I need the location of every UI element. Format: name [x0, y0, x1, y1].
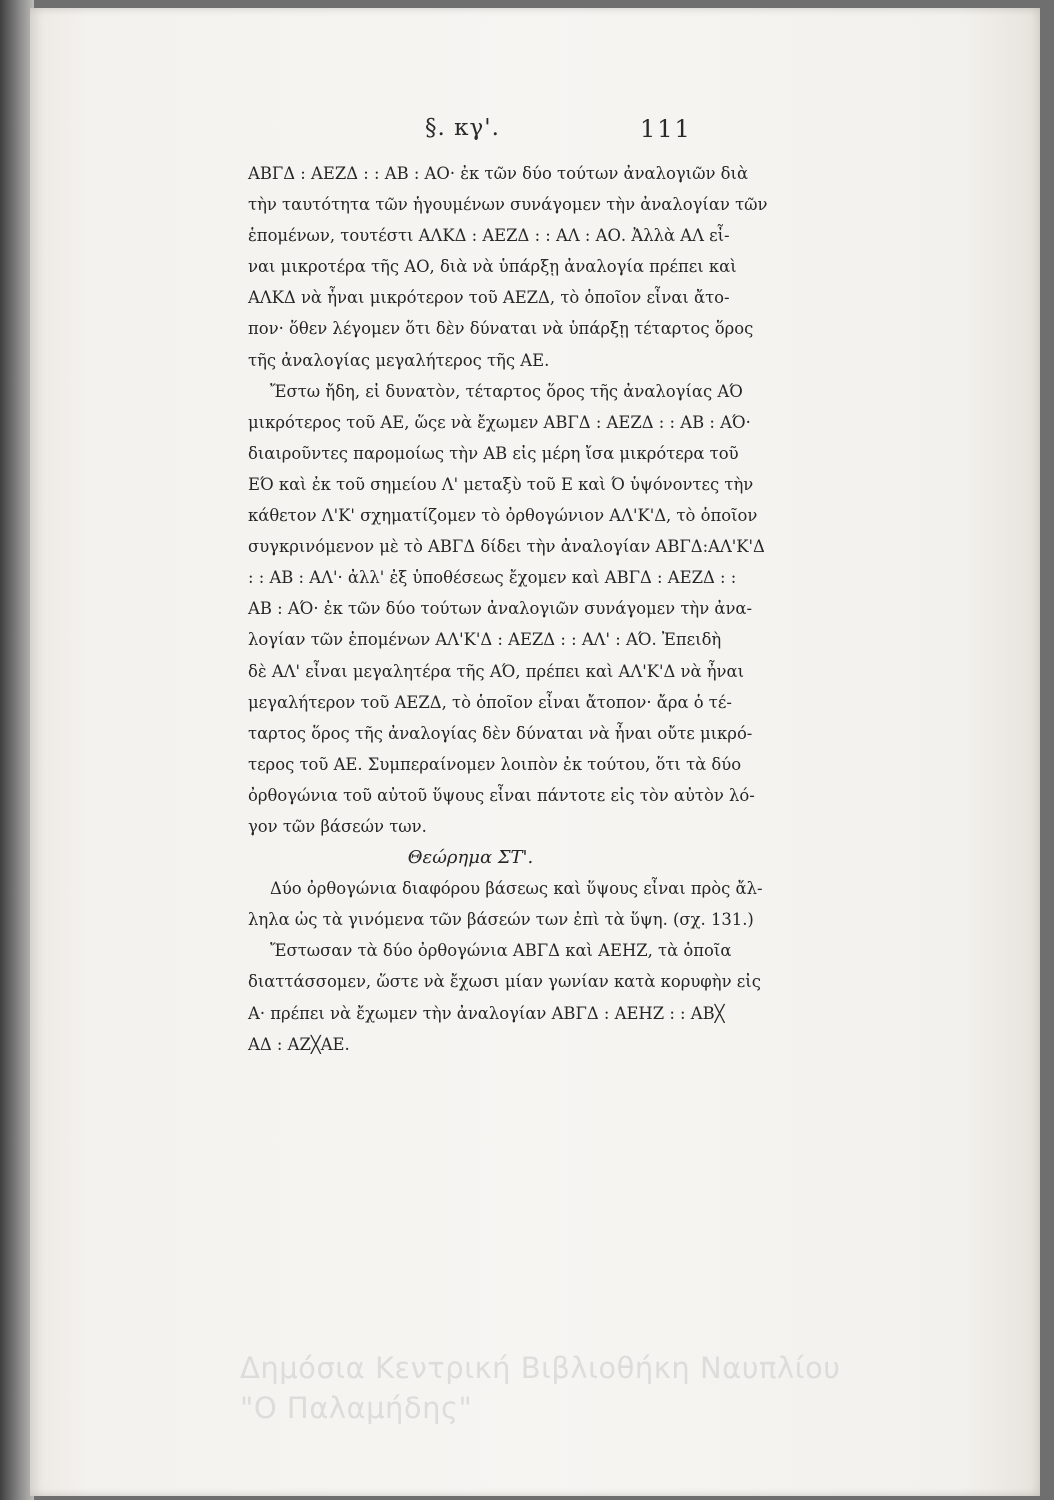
- text-line: κάθετον Λ'Κ' σχηματίζομεν τὸ ὀρθογώνιον ΑΛ'Κ'Δ, τὸ ὁποῖον: [248, 506, 758, 526]
- text-line: ναι μικροτέρα τῆς ΑΟ, διὰ νὰ ὑπάρξῃ ἀναλογία πρέπει καὶ: [248, 257, 737, 277]
- text-line: ὀρθογώνια τοῦ αὐτοῦ ὕψους εἶναι πάντοτε εἰς τὸν αὐτὸν λό-: [248, 785, 755, 805]
- running-head: [0, 115, 1054, 155]
- text-line: τῆς ἀναλογίας μεγαλήτερος τῆς ΑΕ.: [248, 350, 550, 370]
- text-line: διαττάσσομεν, ὥστε νὰ ἔχωσι μίαν γωνίαν κατὰ κορυφὴν εἰς: [248, 972, 761, 992]
- text-line: τὴν ταυτότητα τῶν ἡγουμένων συνάγομεν τὴν ἀναλογίαν τῶν: [248, 195, 768, 215]
- body-text: [248, 158, 768, 1060]
- text-line: ληλα ὡς τὰ γινόμενα τῶν βάσεών των ἐπὶ τὰ ὕψη. (σχ. 131.): [248, 910, 754, 930]
- text-line: Ἔστω ἤδη, εἰ δυνατὸν, τέταρτος ὅρος τῆς ἀναλογίας ΑΌ: [270, 381, 743, 401]
- watermark-line: Δημόσια Κεντρική Βιβλιοθήκη Ναυπλίου: [240, 1351, 841, 1385]
- text-line: μεγαλήτερον τοῦ ΑΕΖΔ, τὸ ὁποῖον εἶναι ἄτοπον· ἄρα ὁ τέ-: [248, 692, 732, 712]
- text-line: διαιροῦντες παρομοίως τὴν ΑΒ εἰς μέρη ἴσα μικρότερα τοῦ: [248, 443, 739, 463]
- text-line: ταρτος ὅρος τῆς ἀναλογίας δὲν δύναται νὰ ἦναι οὔτε μικρό-: [248, 723, 753, 743]
- text-line: ΑΒ : ΑΌ· ἐκ τῶν δύο τούτων ἀναλογιῶν συνάγομεν τὴν ἀνα-: [248, 599, 753, 619]
- text-line: ἑπομένων, τουτέστι ΑΛΚΔ : ΑΕΖΔ : : ΑΛ : ΑΟ. Ἀλλὰ ΑΛ εἶ-: [248, 226, 730, 246]
- text-line: ΑΒΓΔ : ΑΕΖΔ : : ΑΒ : ΑΟ· ἐκ τῶν δύο τούτων ἀναλογιῶν διὰ: [248, 164, 749, 183]
- text-line: συγκρινόμενον μὲ τὸ ΑΒΓΔ δίδει τὴν ἀναλογίαν ΑΒΓΔ:ΑΛ'Κ'Δ: [248, 537, 765, 557]
- text-line: ΑΛΚΔ νὰ ἦναι μικρότερον τοῦ ΑΕΖΔ, τὸ ὁποῖον εἶναι ἄτο-: [248, 288, 730, 308]
- section-mark: §. κγ'.: [425, 115, 500, 141]
- text-line: Δύο ὀρθογώνια διαφόρου βάσεως καὶ ὕψους εἶναι πρὸς ἄλ-: [270, 879, 763, 899]
- text-line: λογίαν τῶν ἑπομένων ΑΛ'Κ'Δ : ΑΕΖΔ : : ΑΛ' : ΑΌ. Ἐπειδὴ: [248, 630, 722, 650]
- text-line: δὲ ΑΛ' εἶναι μεγαλητέρα τῆς ΑΌ, πρέπει καὶ ΑΛ'Κ'Δ νὰ ἦναι: [248, 661, 745, 681]
- text-line: Ἔστωσαν τὰ δύο ὀρθογώνια ΑΒΓΔ καὶ ΑΕΗΖ, τὰ ὁποῖα: [270, 941, 732, 961]
- text-line: ΑΔ : ΑΖ╳ΑΕ.: [248, 1034, 350, 1054]
- page-number: 111: [640, 115, 692, 143]
- text-line: Α· πρέπει νὰ ἔχωμεν τὴν ἀναλογίαν ΑΒΓΔ : ΑΕΗΖ : : ΑΒ╳: [248, 1003, 725, 1023]
- text-line: πον· ὅθεν λέγομεν ὅτι δὲν δύναται νὰ ὑπάρξῃ τέταρτος ὅρος: [248, 319, 754, 339]
- library-watermark: [240, 1348, 841, 1428]
- watermark-line: "Ο Παλαμήδης": [240, 1391, 473, 1425]
- text-line: τερος τοῦ ΑΕ. Συμπεραίνομεν λοιπὸν ἐκ τούτου, ὅτι τὰ δύο: [248, 754, 742, 774]
- text-line: μικρότερος τοῦ ΑΕ, ὥςε νὰ ἔχωμεν ΑΒΓΔ : ΑΕΖΔ : : ΑΒ : ΑΌ·: [248, 412, 751, 432]
- scan-left-edge: [0, 0, 34, 1500]
- theorem-heading: Θεώρημα ΣΤ'.: [407, 847, 534, 869]
- text-line: ΕΌ καὶ ἐκ τοῦ σημείου Λ' μεταξὺ τοῦ Ε καὶ Ό ὑψόνοντες τὴν: [248, 474, 754, 494]
- text-line: γον τῶν βάσεών των.: [248, 816, 427, 836]
- text-line: : : ΑΒ : ΑΛ'· ἀλλ' ἐξ ὑποθέσεως ἔχομεν καὶ ΑΒΓΔ : ΑΕΖΔ : :: [248, 568, 737, 588]
